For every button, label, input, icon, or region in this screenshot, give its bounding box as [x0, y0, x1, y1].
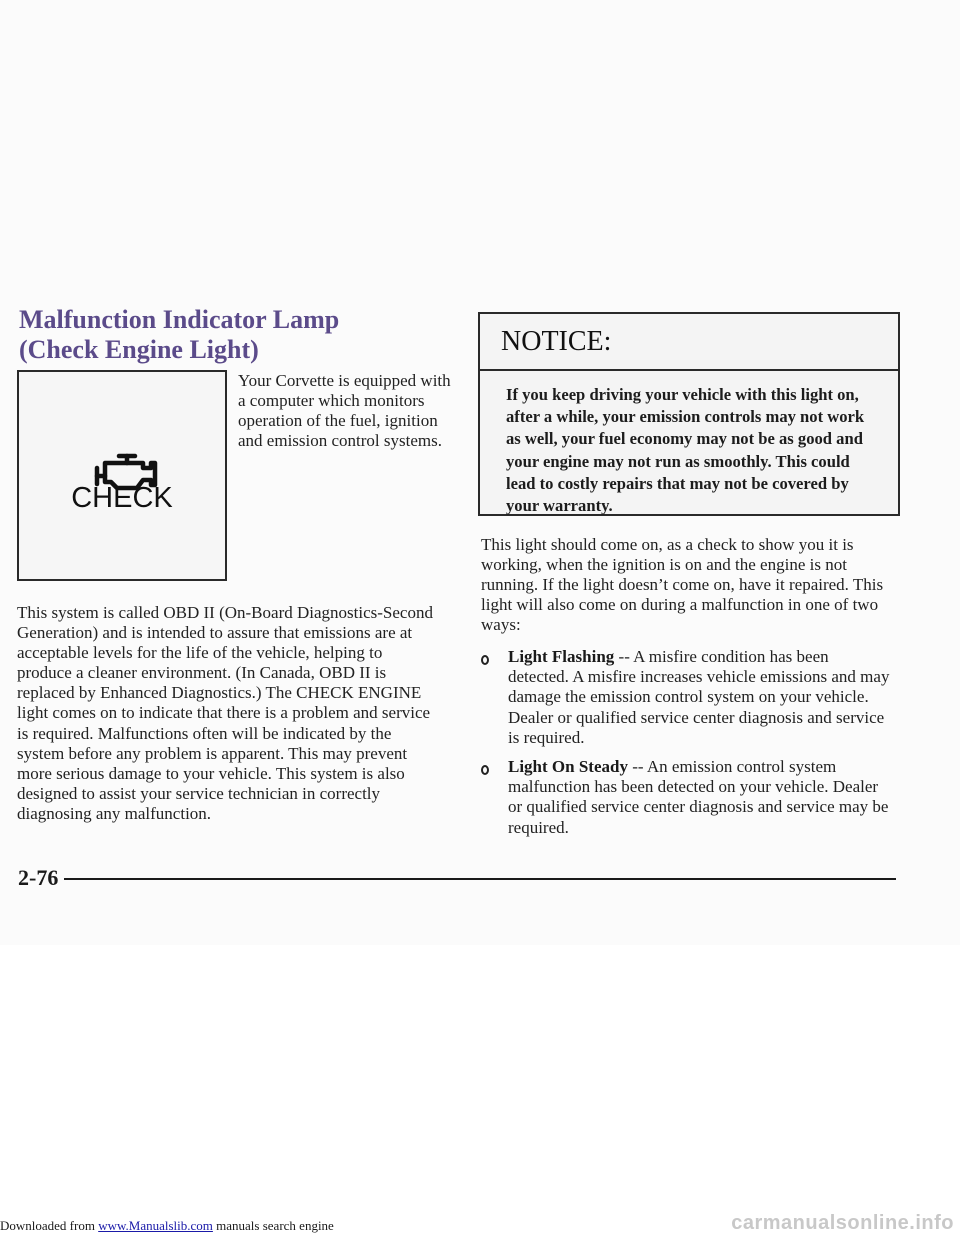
bullet-description: -- A misfire condition has been detected. A misfire increases vehicle emissions and may damage the emission control system on your vehicle. Dealer or qualified service center diagnosis and service is required.: [508, 647, 890, 747]
bullet-description: -- An emission control system malfunction has been detected on your vehicle. Dealer or qualified service center diagnosis and service may be required.: [508, 757, 889, 837]
section-title-line2: (Check Engine Light): [19, 335, 259, 364]
light-behavior-paragraph: This light should come on, as a check to show you it is working, when the ignition is on and the engine is not running. If the light doesn’t come on, have it repaired. This light will also come on during a malfunction in one of two ways:: [481, 535, 884, 635]
bullet-text: [508, 757, 893, 838]
check-engine-indicator: [17, 370, 227, 581]
intro-paragraph: Your Corvette is equipped with a computer which monitors operation of the fuel, ignition and emission control systems.: [238, 371, 451, 450]
bullet-term: Light On Steady: [508, 757, 628, 776]
manualslib-link[interactable]: www.Manualslib.com: [98, 1218, 213, 1233]
download-footer: [0, 1218, 334, 1234]
watermark: carmanualsonline.info: [731, 1212, 954, 1234]
page-rule: [64, 878, 896, 880]
notice-box: [478, 312, 900, 516]
footer-prefix: Downloaded from: [0, 1218, 99, 1233]
section-title-line1: Malfunction Indicator Lamp: [19, 305, 340, 334]
list-item: [481, 757, 911, 838]
page-number: 2-76: [18, 865, 59, 890]
section-title: [19, 305, 339, 365]
list-item: [481, 647, 911, 748]
notice-heading: NOTICE:: [480, 314, 898, 371]
notice-text: If you keep driving your vehicle with this light on, after a while, your emission controls may not work as well, your fuel economy may not be as good and your engine may not run as smoothly. This could lead to costly repairs that may not be covered by your warranty.: [506, 385, 865, 516]
bullet-icon: [481, 765, 489, 775]
bullet-term: Light Flashing: [508, 647, 615, 666]
obd-paragraph: This system is called OBD II (On-Board Diagnostics-Second Generation) and is intended to assure that emissions are at acceptable levels for the life of the vehicle, helping to produce a cleaner environment. (In Canada, OBD II is replaced by Enhanced Diagnostics.) The CHECK ENGINE light comes on to indicate that there is a problem and service is required. Malfunctions often will be indicated by the system before any problem is apparent. This may prevent more serious damage to your vehicle. This system is also designed to assist your service technician in correctly diagnosing any malfunction.: [17, 603, 433, 823]
bullet-icon: [481, 655, 489, 665]
footer-suffix: manuals search engine: [212, 1218, 334, 1233]
check-label: CHECK: [71, 482, 173, 514]
bullet-text: [508, 647, 893, 748]
